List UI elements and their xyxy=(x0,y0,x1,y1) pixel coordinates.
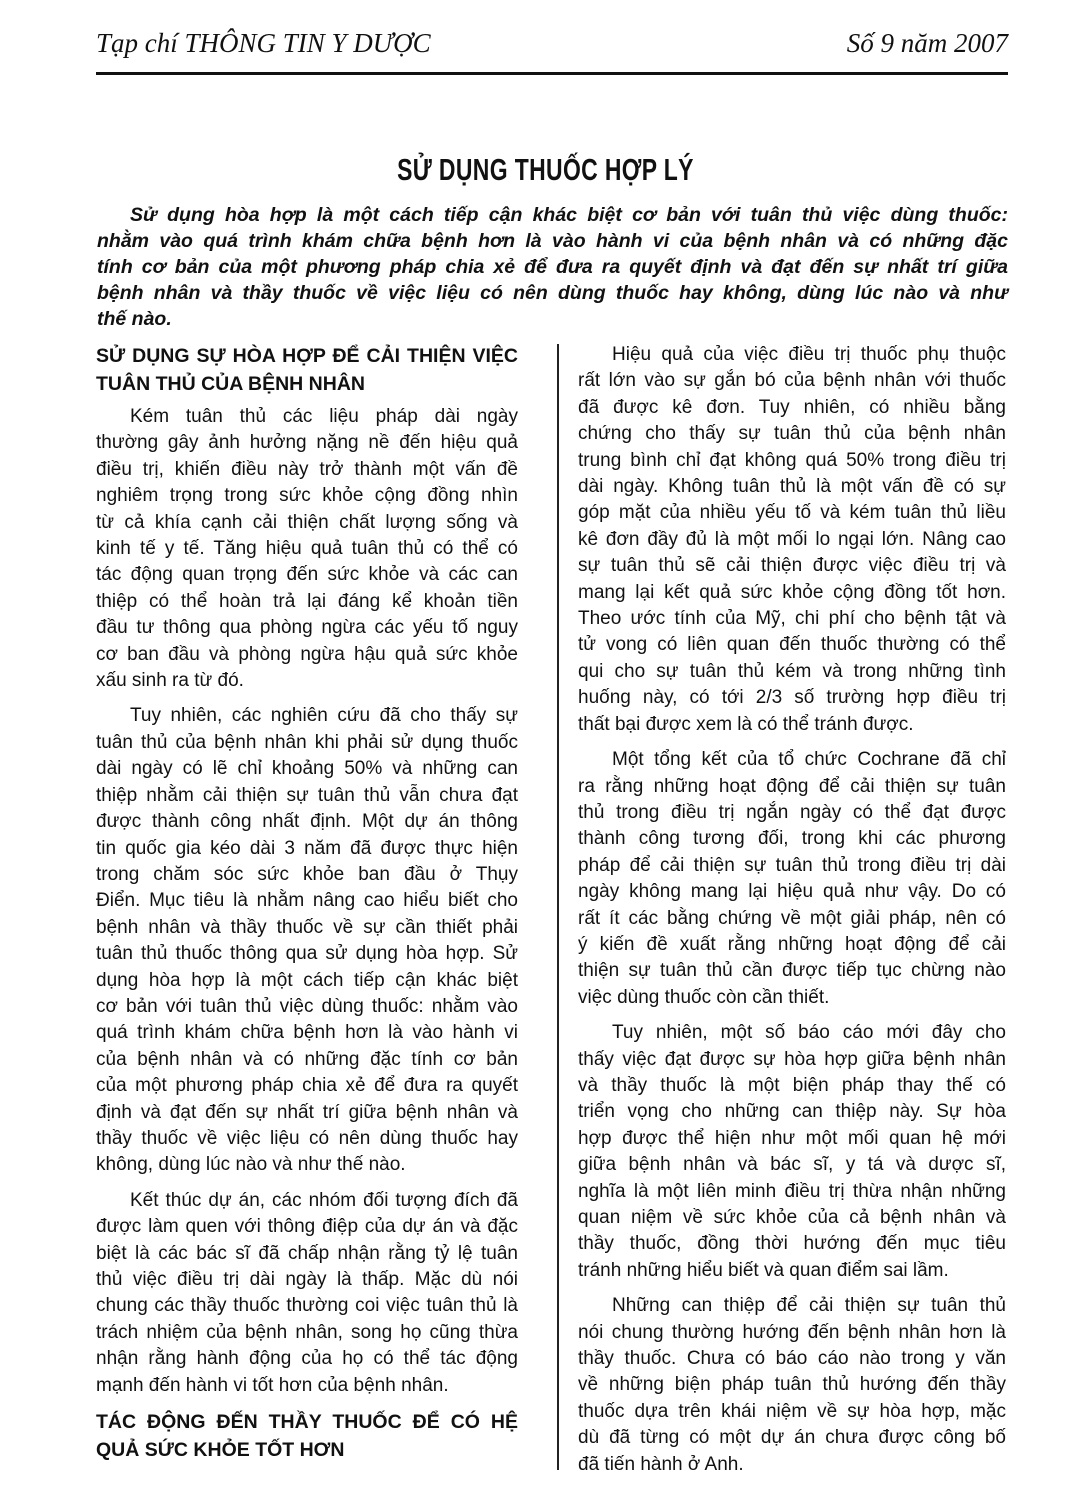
paragraph xyxy=(578,1293,1006,1478)
text-line: pháp để cải thiện sự tuân thủ trong điều trị dài xyxy=(578,854,1006,876)
text-line: thành công tương đối, trong khi các phương xyxy=(578,828,1006,850)
text-line: dài ngày có lẽ chỉ khoảng 50% và những can xyxy=(96,758,518,780)
text-line: trung bình chỉ đạt không quá 50% trong điều trị xyxy=(578,449,1006,471)
issue-number: Số 9 năm 2007 xyxy=(846,28,1008,58)
text-line: định và đạt đến sự nhất trí giữa bệnh nhân và xyxy=(96,1101,518,1123)
text-line: và thầy thuốc là một biện pháp thay thế có xyxy=(578,1074,1006,1096)
section-heading xyxy=(96,1408,518,1464)
text-line: được làm quen với thông điệp của dự án và đặc xyxy=(96,1216,518,1238)
text-line: góp mặt của nhiều yếu tố và kém tuân thủ liều xyxy=(578,502,1006,524)
text-line: thiệp nhằm cải thiện sự tuân thủ vẫn chưa đạt xyxy=(96,784,518,806)
text-line: xấu sinh ra từ đó. xyxy=(96,670,244,692)
text-line: cơ bản với tuân thủ việc dùng thuốc: nhằm vào xyxy=(96,995,518,1017)
article-title-wrap xyxy=(0,152,1090,188)
text-line: chung các thầy thuốc thường coi việc tuân thủ là xyxy=(96,1295,518,1317)
right-column xyxy=(578,342,1006,1487)
text-line: được thành công nhất định. Một dự án thông xyxy=(96,811,518,833)
text-line: qui cho sự tuân thủ kém và trong những tình xyxy=(578,660,1006,682)
heading-line: QUẢ SỨC KHỎE TỐT HƠN xyxy=(96,1439,345,1462)
text-line: chứng cho thấy sự tuân thủ của bệnh nhân xyxy=(578,423,1006,445)
lead-line: thế nào. xyxy=(97,308,172,330)
text-line: ra rằng những hoạt động để cải thiện sự tuân xyxy=(578,775,1006,797)
text-line: Theo ước tính của Mỹ, chi phí cho bệnh tật và xyxy=(578,608,1006,630)
text-line: triển vọng cho những can thiệp này. Sự hòa xyxy=(578,1101,1006,1123)
lead-line: bệnh nhân và thầy thuốc về việc liệu có nên dùng thuốc hay không, dùng lúc nào và như xyxy=(97,282,1008,304)
lead-line: tính cơ bản của một phương pháp chia xẻ để đưa ra quyết định và đạt đến sự nhất trí giữa xyxy=(97,256,1008,278)
paragraph xyxy=(96,1188,518,1399)
text-line: thủ việc điều trị dài ngày là thấp. Mặc dù nói xyxy=(96,1269,518,1290)
text-line: tuân thủ của bệnh nhân khi phải sử dụng thuốc xyxy=(96,731,518,753)
text-line: Tuy nhiên, các nghiên cứu đã cho thấy sự xyxy=(130,705,518,727)
section-heading xyxy=(96,342,518,398)
text-line: nghiêm trọng trong sức khỏe cộng đồng nhìn xyxy=(96,485,518,507)
text-line: không, dùng lúc nào và như thế nào. xyxy=(96,1154,406,1176)
heading-line: TUÂN THỦ CỦA BỆNH NHÂN xyxy=(96,373,366,395)
text-line: ngày không mang lại hiệu quả như vậy. Do có xyxy=(578,881,1006,903)
text-line: thấy việc đạt được sự hòa hợp giữa bệnh nhân xyxy=(578,1048,1006,1070)
text-line: thầy thuốc. Chưa có báo cáo nào trong y văn xyxy=(578,1348,1006,1370)
text-line: Những can thiệp để cải thiện sự tuân thủ xyxy=(612,1295,1006,1317)
paragraph xyxy=(96,404,518,694)
text-line: thầy thuốc về việc liệu có nên dùng thuốc hay xyxy=(96,1127,518,1149)
heading-line: SỬ DỤNG SỰ HÒA HỢP ĐỂ CẢI THIỆN VIỆC xyxy=(96,345,518,367)
text-line: trách nhiệm của bệnh nhân, song họ cũng thừa xyxy=(96,1321,518,1343)
text-line: đã được kê đơn. Tuy nhiên, có nhiều bằng xyxy=(578,396,1006,418)
text-line: của bệnh nhân và có những đặc tính cơ bản xyxy=(96,1048,518,1070)
text-line: sự tuân thủ sẽ cải thiện được việc điều trị và xyxy=(578,555,1006,577)
left-column xyxy=(96,342,518,1470)
text-line: thủ trong điều trị ngắn ngày có thể đạt được xyxy=(578,801,1006,823)
text-line: bệnh nhân và thầy thuốc về sự cần thiết phải xyxy=(96,916,518,938)
text-line: dù đã từng có một dự án chưa được công bố xyxy=(578,1427,1006,1449)
text-line: Kém tuân thủ các liệu pháp dài ngày xyxy=(130,406,518,427)
text-line: cơ ban đầu và phòng ngừa hậu quả sức khỏe xyxy=(96,643,518,665)
text-line: quá trình khám chữa bệnh hơn là vào hành vi xyxy=(96,1022,518,1044)
text-line: Điển. Mục tiêu là nhằm nâng cao hiểu biết cho xyxy=(96,890,518,912)
header-rule xyxy=(96,72,1008,75)
text-line: mạnh đến hành vi tốt hơn của bệnh nhân. xyxy=(96,1374,449,1396)
text-line: Tuy nhiên, một số báo cáo mới đây cho xyxy=(612,1022,1006,1044)
text-line: nhận rằng hành động của họ có thể tác động xyxy=(96,1348,518,1370)
text-line: ý kiến đề xuất rằng những hoạt động để cải xyxy=(578,933,1006,955)
text-line: tránh những hiểu biết và quan điểm sai lầm. xyxy=(578,1259,949,1281)
text-line: dụng hòa hợp là một cách tiếp cận khác biệt xyxy=(96,969,518,991)
text-line: trong chăm sóc sức khỏe ban đầu ở Thụy xyxy=(96,863,518,885)
text-line: tử vong có liên quan đến thuốc thường có thể xyxy=(578,634,1006,656)
heading-line: TÁC ĐỘNG ĐẾN THẦY THUỐC ĐỂ CÓ HỆ xyxy=(96,1411,518,1434)
text-line: mang lại kết quả sức khỏe cộng đồng tốt hơn. xyxy=(578,581,1006,603)
text-line: nói chung thường hướng đến bệnh nhân hơn là xyxy=(578,1321,1006,1343)
text-line: hợp được thể hiện như một mối quan hệ mới xyxy=(578,1127,1006,1149)
text-line: Kết thúc dự án, các nhóm đối tượng đích đã xyxy=(130,1189,518,1211)
journal-name: Tạp chí THÔNG TIN Y DƯỢC xyxy=(96,28,431,58)
text-line: thường gây ảnh hưởng nặng nề đến hiệu quả xyxy=(96,432,518,454)
text-line: dài ngày. Không tuân thủ là một vấn đề có sự xyxy=(578,476,1006,498)
paragraph xyxy=(578,747,1006,1011)
text-line: kê đơn đầy đủ là một mối lo ngại lớn. Nâng cao xyxy=(578,528,1006,550)
text-line: việc dùng thuốc còn cần thiết. xyxy=(578,986,830,1008)
text-line: đầu tư thông qua phòng ngừa các yếu tố nguy xyxy=(96,617,518,639)
text-line: thuốc dựa trên khái niệm về sự hòa hợp, mặc xyxy=(578,1400,1006,1422)
column-divider xyxy=(557,344,559,1470)
text-line: nghĩa là một liên minh điều trị thừa nhận những xyxy=(578,1180,1006,1202)
text-line: quan niệm về sức khỏe của cả bệnh nhân và xyxy=(578,1207,1006,1228)
text-line: tin quốc gia kéo dài 3 năm đã được thực hiện xyxy=(96,837,518,859)
text-line: thầy thuốc, đồng thời hướng đến mục tiêu xyxy=(578,1233,1006,1255)
text-line: giữa bệnh nhân và bác sĩ, y tá và dược sĩ, xyxy=(578,1154,1006,1176)
paragraph xyxy=(578,342,1006,738)
text-line: tuân thủ thuốc thông qua sử dụng hòa hợp. Sử xyxy=(96,943,518,965)
lead-line: nhằm vào quá trình khám chữa bệnh hơn là vào hành vi của bệnh nhân và có những đặc xyxy=(97,230,1008,252)
text-line: thất bại được xem là có thể tránh được. xyxy=(578,713,914,735)
text-line: từ cả khía cạnh cải thiện chất lượng sống và xyxy=(96,511,518,533)
text-line: tác động quan trọng đến sức khỏe và các can xyxy=(96,564,518,586)
article-title: SỬ DỤNG THUỐC HỢP LÝ xyxy=(396,152,694,187)
text-line: Một tổng kết của tổ chức Cochrane đã chỉ xyxy=(612,749,1006,771)
text-line: của một phương pháp chia xẻ để đưa ra quyết xyxy=(96,1075,518,1097)
text-line: thiệp có thể hoàn trả lại đáng kể khoản tiền xyxy=(96,590,518,612)
text-line: Hiệu quả của việc điều trị thuốc phụ thuộc xyxy=(612,344,1006,365)
article-lead xyxy=(97,202,1008,332)
lead-line: Sử dụng hòa hợp là một cách tiếp cận khác biệt cơ bản với tuân thủ việc dùng thuốc: xyxy=(130,204,1008,226)
text-line: thiện sự tuân thủ cần được tiếp tục chừng nào xyxy=(578,960,1006,982)
text-line: huống này, có tới 2/3 số trường hợp điều trị xyxy=(578,687,1006,709)
text-line: về những biện pháp tuân thủ hướng đến thầy xyxy=(578,1374,1006,1396)
text-line: rất lớn vào sự gắn bó của bệnh nhân với thuốc xyxy=(578,370,1006,392)
text-line: điều trị, khiến điều này trở thành một vấn đề xyxy=(96,458,518,480)
text-line: rất ít các bằng chứng về một giải pháp, nên có xyxy=(578,907,1006,929)
text-line: kinh tế y tế. Tăng hiệu quả tuân thủ có thể có xyxy=(96,538,518,560)
text-line: biệt là các bác sĩ đã chấp nhận rằng tỷ lệ tuân xyxy=(96,1242,518,1264)
paragraph xyxy=(578,1020,1006,1284)
paragraph xyxy=(96,703,518,1178)
text-line: đã tiến hành ở Anh. xyxy=(578,1453,744,1475)
